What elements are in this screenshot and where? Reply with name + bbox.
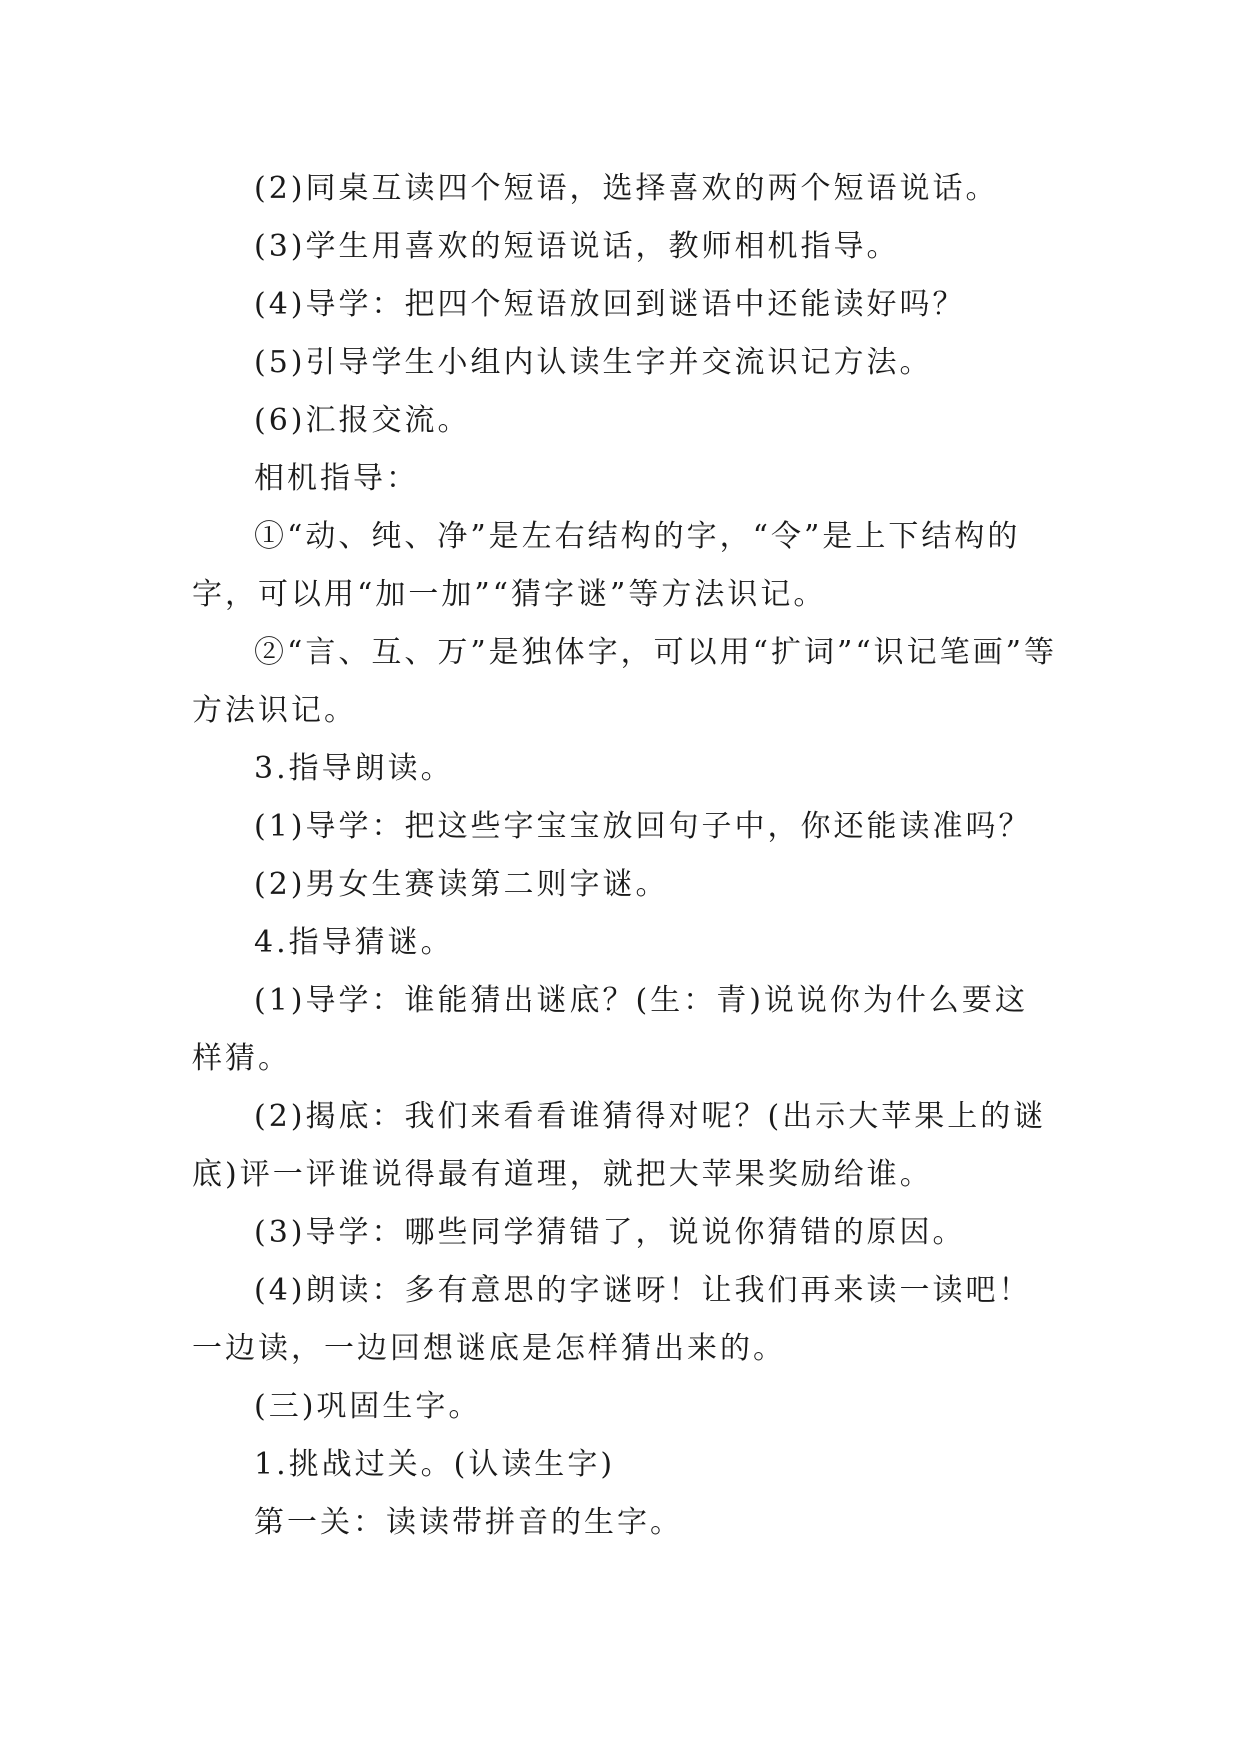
paragraph: (3)导学：哪些同学猜错了，说说你猜错的原因。	[254, 1215, 966, 1250]
paragraph: (2)男女生赛读第二则字谜。	[254, 867, 669, 902]
step-heading: 1.挑战过关。(认读生字)	[254, 1447, 616, 1482]
document-body	[192, 160, 1060, 1552]
paragraph: (5)引导学生小组内认读生字并交流识记方法。	[254, 345, 933, 380]
section-heading: (三)巩固生字。	[254, 1389, 482, 1424]
section-label: 相机指导：	[254, 461, 419, 496]
step-heading: 3.指导朗读。	[254, 751, 454, 786]
paragraph: ①“动、纯、净”是左右结构的字，“令”是上下结构的字，可以用“加一加”“猜字谜”等方法识记。	[192, 519, 1021, 612]
paragraph: (4)朗读：多有意思的字谜呀！让我们再来读一读吧！一边读，一边回想谜底是怎样猜出来的。	[192, 1273, 1032, 1366]
paragraph: (1)导学：谁能猜出谜底？(生：青)说说你为什么要这样猜。	[192, 983, 1028, 1076]
paragraph: (2)同桌互读四个短语，选择喜欢的两个短语说话。	[254, 171, 999, 206]
paragraph: (6)汇报交流。	[254, 403, 471, 438]
paragraph: (2)揭底：我们来看看谁猜得对呢？(出示大苹果上的谜底)评一评谁说得最有道理，就把大苹果奖励给谁。	[192, 1099, 1047, 1192]
paragraph: ②“言、互、万”是独体字，可以用“扩词”“识记笔画”等方法识记。	[192, 635, 1058, 728]
paragraph: (4)导学：把四个短语放回到谜语中还能读好吗？	[254, 287, 966, 322]
step-heading: 4.指导猜谜。	[254, 925, 454, 960]
paragraph: (3)学生用喜欢的短语说话，教师相机指导。	[254, 229, 900, 264]
paragraph: 第一关：读读带拼音的生字。	[254, 1505, 683, 1540]
paragraph: (1)导学：把这些字宝宝放回句子中，你还能读准吗？	[254, 809, 1032, 844]
